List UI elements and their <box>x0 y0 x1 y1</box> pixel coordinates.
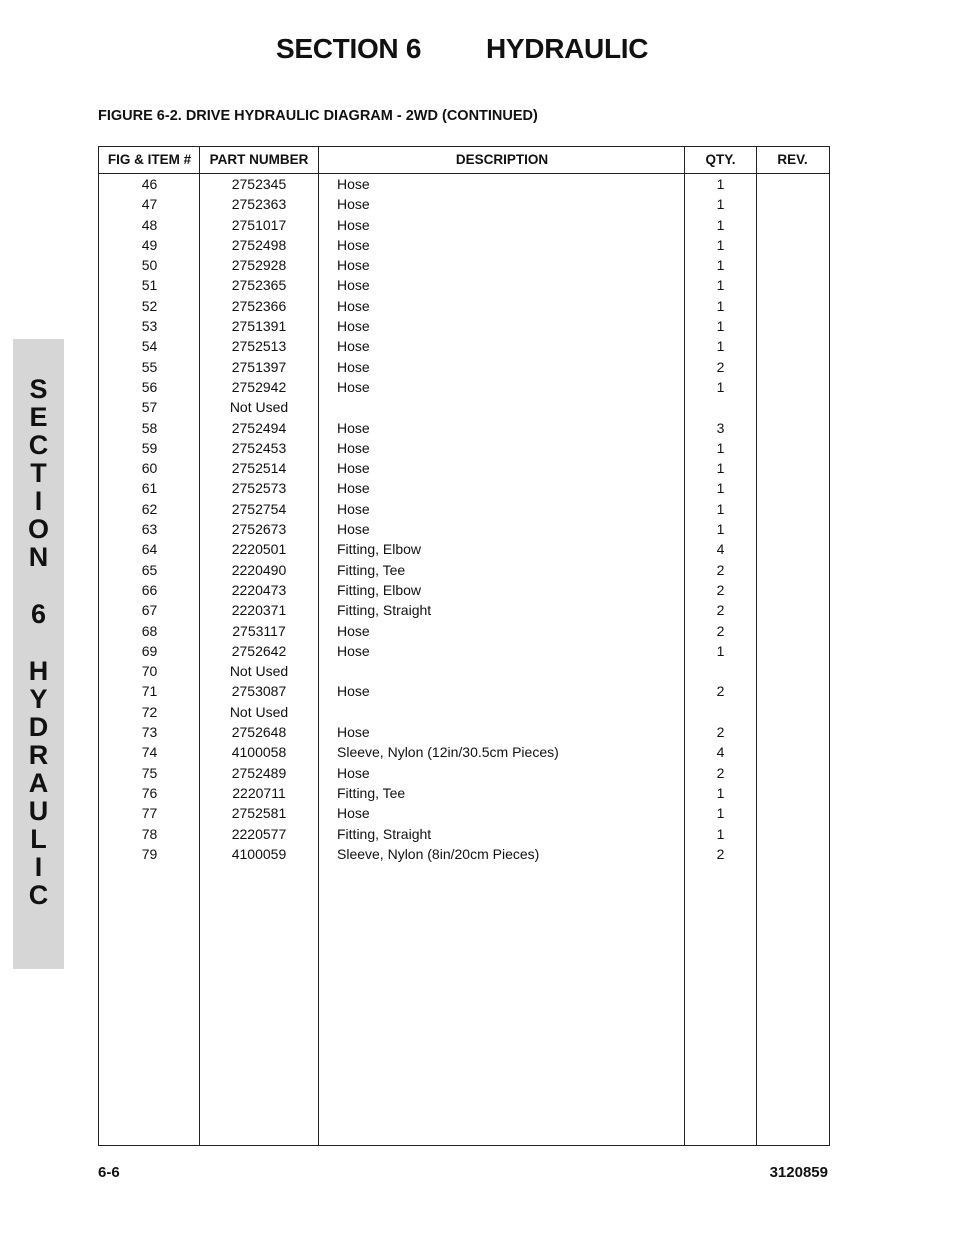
section-number: SECTION 6 <box>276 33 422 64</box>
table-row <box>99 215 829 235</box>
table-row <box>99 742 829 762</box>
cell-description: Hose <box>337 439 370 456</box>
cell-part-number: 2753117 <box>232 622 286 639</box>
cell-quantity: 2 <box>716 581 725 598</box>
cell-description: Hose <box>337 480 370 497</box>
document-number: 3120859 <box>769 1164 828 1181</box>
cell-quantity: 4 <box>716 541 725 558</box>
cell-description: Fitting, Elbow <box>337 541 422 558</box>
figure-title: FIGURE 6-2. DRIVE HYDRAULIC DIAGRAM - 2WD (CONTINUED) <box>98 108 538 124</box>
cell-quantity: 1 <box>716 521 725 538</box>
table-row <box>99 621 829 641</box>
cell-description: Hose <box>337 216 370 233</box>
cell-quantity: 1 <box>716 439 725 456</box>
cell-item-number: 61 <box>141 480 158 497</box>
cell-part-number: 4100058 <box>231 744 287 761</box>
cell-part-number: 2220490 <box>231 561 287 578</box>
cell-description: Hose <box>337 378 370 395</box>
table-row <box>99 722 829 742</box>
table-row <box>99 539 829 559</box>
cell-quantity: 1 <box>716 825 725 842</box>
table-row <box>99 824 829 844</box>
cell-part-number: 2752498 <box>231 236 287 253</box>
cell-item-number: 50 <box>141 257 158 274</box>
cell-item-number: 74 <box>141 744 158 761</box>
cell-quantity: 1 <box>716 277 725 294</box>
section-side-tab <box>13 339 64 969</box>
table-body <box>99 174 829 864</box>
cell-part-number: 2752365 <box>231 277 287 294</box>
parts-table <box>98 146 830 1146</box>
table-row <box>99 418 829 438</box>
cell-part-number: 2220473 <box>231 581 287 598</box>
cell-item-number: 53 <box>141 318 158 335</box>
cell-description: Sleeve, Nylon (8in/20cm Pieces) <box>337 845 540 862</box>
cell-part-number: Not Used <box>229 703 289 720</box>
page-number: 6-6 <box>98 1164 120 1181</box>
table-row <box>99 600 829 620</box>
side-tab-letter: R <box>28 740 49 770</box>
cell-quantity: 1 <box>716 216 725 233</box>
table-row <box>99 803 829 823</box>
table-row <box>99 174 829 194</box>
cell-quantity: 2 <box>716 764 725 781</box>
table-row <box>99 844 829 864</box>
cell-description: Hose <box>337 500 370 517</box>
cell-description: Fitting, Tee <box>337 784 406 801</box>
cell-item-number: 49 <box>141 236 158 253</box>
cell-quantity: 1 <box>716 805 725 822</box>
cell-description: Hose <box>337 318 370 335</box>
col-header-description: DESCRIPTION <box>455 152 549 167</box>
cell-quantity: 1 <box>716 257 725 274</box>
cell-description: Fitting, Straight <box>337 602 432 619</box>
cell-item-number: 52 <box>141 297 158 314</box>
cell-part-number: 2752453 <box>231 439 287 456</box>
cell-description: Hose <box>337 277 370 294</box>
side-tab-letter: C <box>28 430 49 460</box>
cell-description: Hose <box>337 521 370 538</box>
cell-item-number: 72 <box>141 703 158 720</box>
cell-part-number: 2752942 <box>231 378 287 395</box>
cell-part-number: 2751391 <box>231 318 287 335</box>
cell-item-number: 69 <box>141 642 158 659</box>
cell-quantity: 1 <box>716 176 725 192</box>
cell-description: Hose <box>337 338 370 355</box>
table-row <box>99 194 829 214</box>
cell-part-number: 2752494 <box>231 419 287 436</box>
cell-item-number: 68 <box>141 622 158 639</box>
table-row <box>99 661 829 681</box>
cell-part-number: Not Used <box>229 663 289 680</box>
cell-part-number: 4100059 <box>231 845 287 862</box>
cell-quantity: 1 <box>716 500 725 517</box>
cell-item-number: 48 <box>141 216 158 233</box>
cell-quantity: 2 <box>716 845 725 862</box>
side-tab-letter: L <box>30 824 47 854</box>
cell-item-number: 78 <box>141 825 158 842</box>
table-row <box>99 397 829 417</box>
cell-item-number: 76 <box>141 784 158 801</box>
cell-description: Hose <box>337 196 370 213</box>
cell-quantity: 1 <box>716 196 725 213</box>
col-header-qty: QTY. <box>705 152 736 167</box>
cell-part-number: 2752754 <box>231 500 287 517</box>
cell-part-number: 2752928 <box>231 257 287 274</box>
cell-item-number: 58 <box>141 419 158 436</box>
cell-part-number: 2752673 <box>231 521 287 538</box>
cell-description: Hose <box>337 460 370 477</box>
cell-part-number: 2752489 <box>231 764 287 781</box>
cell-quantity: 1 <box>716 338 725 355</box>
col-header-item: FIG & ITEM # <box>107 152 192 167</box>
cell-quantity: 2 <box>716 622 725 639</box>
cell-part-number: 2752573 <box>231 480 287 497</box>
cell-item-number: 62 <box>141 500 158 517</box>
cell-item-number: 63 <box>141 521 158 538</box>
cell-description: Hose <box>337 358 370 375</box>
side-tab-letter: I <box>34 486 43 516</box>
cell-part-number: 2752581 <box>231 805 287 822</box>
table-row <box>99 438 829 458</box>
cell-part-number: 2752363 <box>231 196 287 213</box>
cell-part-number: 2751017 <box>231 216 287 233</box>
cell-description: Hose <box>337 236 370 253</box>
cell-description: Hose <box>337 622 370 639</box>
cell-part-number: 2753087 <box>231 683 287 700</box>
page-header <box>0 33 954 69</box>
cell-item-number: 46 <box>141 176 158 192</box>
side-tab-letter: T <box>30 458 47 488</box>
col-header-part-number: PART NUMBER <box>209 152 309 167</box>
cell-item-number: 67 <box>141 602 158 619</box>
side-tab-letter: D <box>28 712 49 742</box>
table-row <box>99 316 829 336</box>
cell-part-number: 2220577 <box>231 825 287 842</box>
cell-quantity: 4 <box>716 744 725 761</box>
side-tab-letter: N <box>28 542 49 572</box>
cell-quantity: 1 <box>716 236 725 253</box>
table-row <box>99 702 829 722</box>
table-header <box>99 147 829 174</box>
cell-quantity: 2 <box>716 683 725 700</box>
cell-quantity: 1 <box>716 378 725 395</box>
cell-item-number: 60 <box>141 460 158 477</box>
cell-item-number: 79 <box>141 845 158 862</box>
cell-description: Hose <box>337 805 370 822</box>
table-row <box>99 560 829 580</box>
cell-item-number: 55 <box>141 358 158 375</box>
cell-quantity: 1 <box>716 480 725 497</box>
cell-item-number: 66 <box>141 581 158 598</box>
cell-description: Fitting, Tee <box>337 561 406 578</box>
side-tab-letters <box>13 375 64 909</box>
table-row <box>99 763 829 783</box>
table-row <box>99 641 829 661</box>
table-row <box>99 499 829 519</box>
cell-quantity: 2 <box>716 602 725 619</box>
cell-item-number: 57 <box>141 399 158 416</box>
cell-part-number: 2220371 <box>231 602 287 619</box>
table-row <box>99 377 829 397</box>
cell-description: Hose <box>337 419 370 436</box>
cell-description: Hose <box>337 724 370 741</box>
side-tab-letter: S <box>29 374 48 404</box>
cell-description: Sleeve, Nylon (12in/30.5cm Pieces) <box>337 744 559 761</box>
cell-quantity: 1 <box>716 297 725 314</box>
table-row <box>99 336 829 356</box>
side-tab-letter: O <box>27 514 49 544</box>
side-tab-letter: A <box>28 768 49 798</box>
cell-part-number: 2752513 <box>231 338 287 355</box>
cell-item-number: 56 <box>141 378 158 395</box>
cell-quantity: 2 <box>716 561 725 578</box>
cell-part-number: 2752642 <box>231 642 287 659</box>
cell-description: Hose <box>337 683 370 700</box>
cell-item-number: 75 <box>141 764 158 781</box>
table-row <box>99 235 829 255</box>
cell-item-number: 70 <box>141 663 158 680</box>
cell-item-number: 65 <box>141 561 158 578</box>
cell-description: Hose <box>337 176 370 192</box>
cell-item-number: 77 <box>141 805 158 822</box>
cell-item-number: 71 <box>141 683 158 700</box>
cell-part-number: 2751397 <box>231 358 287 375</box>
table-row <box>99 783 829 803</box>
cell-description: Fitting, Straight <box>337 825 432 842</box>
cell-item-number: 54 <box>141 338 158 355</box>
table-row <box>99 478 829 498</box>
cell-part-number: 2752648 <box>231 724 287 741</box>
cell-description: Hose <box>337 642 370 659</box>
cell-description: Hose <box>337 257 370 274</box>
cell-quantity: 1 <box>716 642 725 659</box>
cell-part-number: 2752366 <box>231 297 287 314</box>
cell-quantity: 2 <box>716 358 725 375</box>
side-tab-letter: U <box>28 796 49 826</box>
side-tab-letter: C <box>28 880 49 910</box>
table-row <box>99 681 829 701</box>
cell-description: Hose <box>337 764 370 781</box>
side-tab-letter: 6 <box>30 599 47 629</box>
cell-part-number: 2220501 <box>231 541 287 558</box>
cell-item-number: 73 <box>141 724 158 741</box>
cell-part-number: 2752345 <box>231 176 287 192</box>
cell-part-number: 2752514 <box>231 460 287 477</box>
section-title: HYDRAULIC <box>486 33 649 64</box>
cell-description: Hose <box>337 297 370 314</box>
cell-item-number: 59 <box>141 439 158 456</box>
side-tab-letter: I <box>34 852 43 882</box>
cell-quantity: 1 <box>716 460 725 477</box>
cell-quantity: 1 <box>716 784 725 801</box>
cell-item-number: 47 <box>141 196 158 213</box>
cell-item-number: 64 <box>141 541 158 558</box>
side-tab-letter: E <box>29 402 48 432</box>
table-row <box>99 580 829 600</box>
cell-item-number: 51 <box>141 277 158 294</box>
cell-description: Fitting, Elbow <box>337 581 422 598</box>
table-row <box>99 519 829 539</box>
cell-quantity: 1 <box>716 318 725 335</box>
side-tab-letter: H <box>28 656 49 686</box>
side-tab-letter: Y <box>29 684 48 714</box>
cell-part-number: 2220711 <box>232 784 286 801</box>
cell-part-number: Not Used <box>229 399 289 416</box>
table-row <box>99 296 829 316</box>
table-row <box>99 357 829 377</box>
cell-quantity: 2 <box>716 724 725 741</box>
table-row <box>99 275 829 295</box>
cell-quantity: 3 <box>716 419 725 436</box>
table-row <box>99 458 829 478</box>
table-row <box>99 255 829 275</box>
col-header-rev: REV. <box>777 152 808 167</box>
